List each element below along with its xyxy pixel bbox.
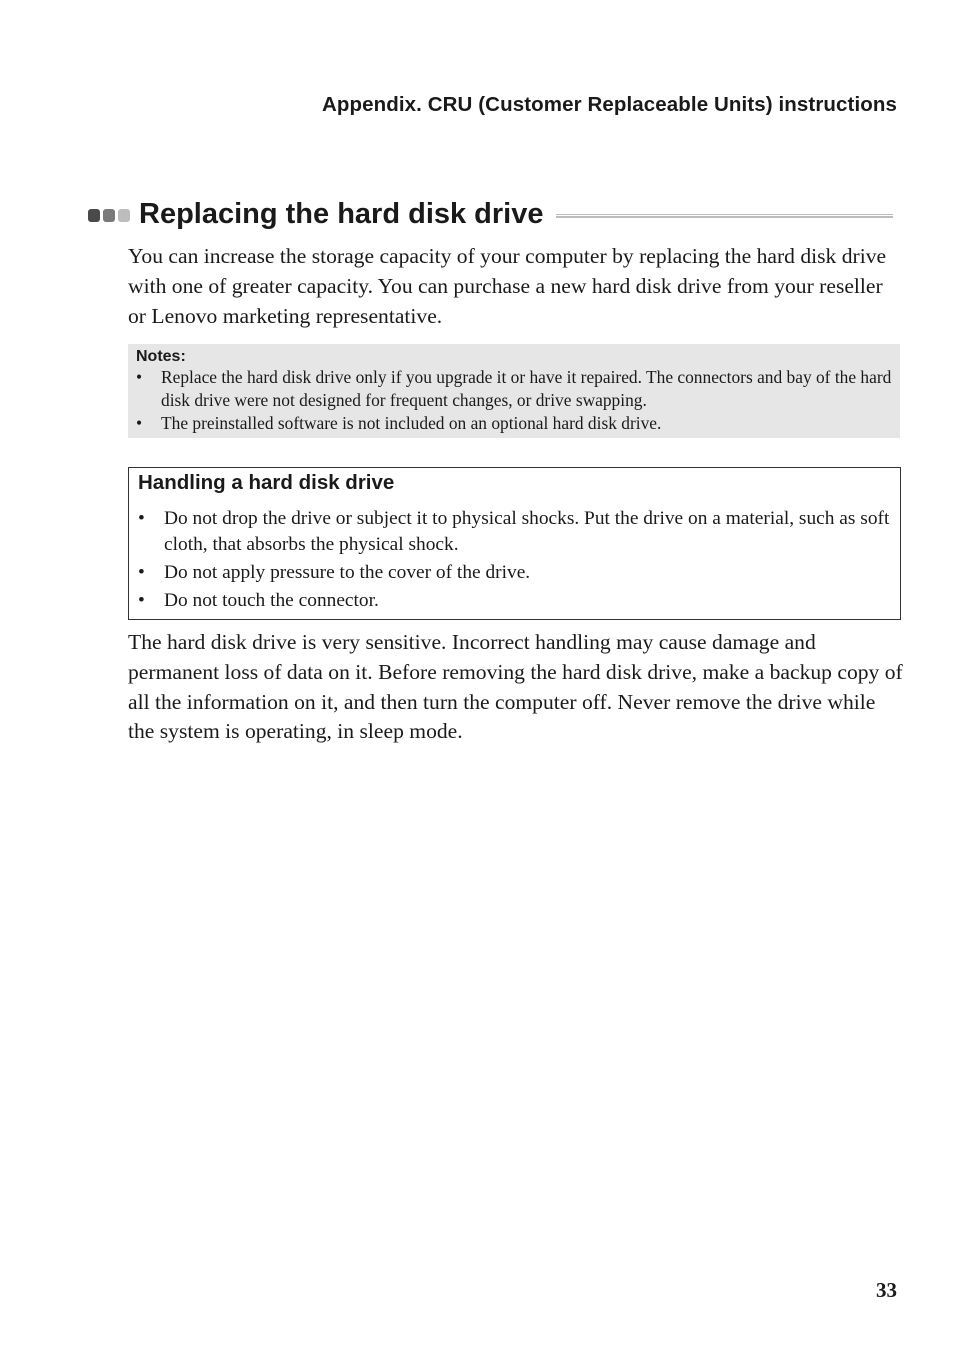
notes-item-text: Replace the hard disk drive only if you upgrade it or have it repaired. The connectors and bay of the hard disk drive were not designed for frequent changes, or drive swapping.: [161, 367, 892, 410]
bullet-icon: •: [138, 589, 145, 611]
handling-title: Handling a hard disk drive: [138, 471, 395, 494]
dark-square-icon: [88, 209, 100, 222]
section-title: Replacing the hard disk drive: [139, 197, 544, 230]
light-square-icon: [118, 209, 130, 222]
handling-box: [128, 467, 901, 620]
notes-item: [136, 412, 892, 435]
page-number: 33: [876, 1278, 897, 1302]
notes-title: Notes:: [136, 348, 186, 365]
handling-item: [138, 588, 890, 614]
handling-item-text: Do not drop the drive or subject it to physical shocks. Put the drive on a material, such as soft cloth, that absorbs the physical shock.: [164, 508, 890, 555]
intro-paragraph: You can increase the storage capacity of your computer by replacing the hard disk drive with one of greater capacity. You can purchase a new hard disk drive from your reseller or Lenovo marketing representative.: [128, 244, 887, 328]
handling-list: [138, 506, 890, 613]
running-header: Appendix. CRU (Customer Replaceable Units) instructions: [321, 93, 897, 116]
bullet-icon: •: [136, 413, 143, 433]
bullet-icon: •: [138, 561, 145, 583]
notes-item: [136, 366, 892, 412]
notes-list: [136, 366, 892, 435]
heading-squares-icon: [88, 209, 130, 222]
bullet-icon: •: [136, 367, 143, 387]
heading-rule: [556, 214, 894, 218]
notes-box: [128, 344, 900, 438]
bullet-icon: •: [138, 508, 145, 529]
handling-item: [138, 506, 890, 557]
closing-paragraph: The hard disk drive is very sensitive. Incorrect handling may cause damage and permanent loss of data on it. Before removing the hard disk drive, make a backup copy of all the information on it, and then turn the computer off. Never remove the drive while the system is operating, in sleep mode.: [128, 630, 903, 744]
handling-item: [138, 560, 890, 586]
handling-item-text: Do not touch the connector.: [164, 589, 379, 611]
handling-item-text: Do not apply pressure to the cover of the drive.: [164, 561, 531, 583]
mid-square-icon: [103, 209, 115, 222]
notes-item-text: The preinstalled software is not included on an optional hard disk drive.: [161, 413, 662, 433]
section-heading: [88, 194, 893, 234]
